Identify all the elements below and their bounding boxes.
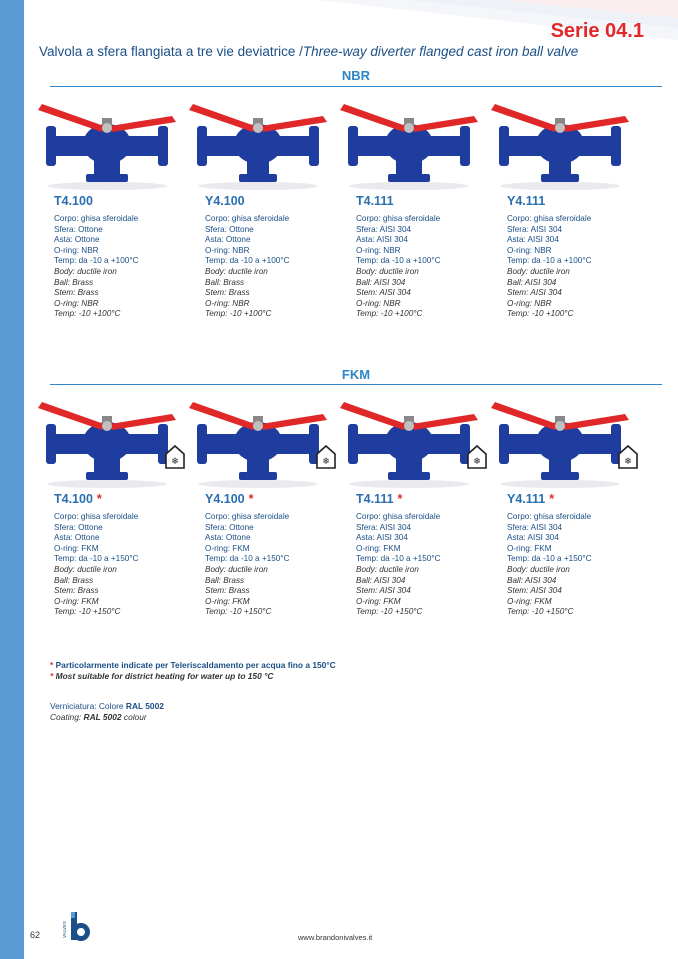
spec-line-en: Stem: AISI 304 — [356, 288, 411, 298]
product-model — [507, 194, 635, 208]
spec-line-en: Body: ductile iron — [205, 266, 268, 276]
spec-line-it: Corpo: ghisa sferoidale — [356, 214, 441, 223]
product-model — [205, 492, 333, 506]
spec-line-it: Temp: da -10 a +150°C — [356, 554, 441, 564]
district-heating-icon — [164, 444, 186, 470]
spec-line-it: Sfera: Ottone — [54, 224, 103, 234]
spec-line-en: Ball: AISI 304 — [356, 277, 406, 287]
spec-line-it: Corpo: ghisa sferoidale — [205, 512, 290, 521]
spec-line-en: O-ring: NBR — [205, 298, 250, 308]
coating-english-value: RAL 5002 — [83, 712, 122, 722]
coating-italian-value: RAL 5002 — [125, 701, 164, 711]
valve-image — [485, 96, 635, 192]
logo-text: VALVES — [62, 921, 67, 938]
product-model-code: T4.100 — [54, 492, 93, 506]
product-model-code: Y4.111 — [507, 194, 546, 208]
spec-line-it: Sfera: Ottone — [205, 224, 254, 234]
product-card — [32, 96, 182, 320]
spec-line-it: Asta: Ottone — [205, 533, 251, 543]
product-model — [507, 492, 635, 506]
coating-info — [50, 701, 164, 723]
product-specs — [507, 214, 635, 320]
spec-line-en: Stem: AISI 304 — [507, 586, 562, 596]
svg-text:❄: ❄ — [171, 457, 179, 467]
svg-text:❄: ❄ — [473, 457, 481, 467]
district-heating-star: * — [96, 492, 102, 506]
product-specs — [356, 512, 484, 618]
product-specs — [205, 214, 333, 320]
spec-line-en: Temp: -10 +100°C — [356, 309, 423, 319]
section-divider-fkm — [50, 384, 662, 385]
spec-line-it: Corpo: ghisa sferoidale — [54, 214, 139, 223]
product-specs — [356, 214, 484, 320]
note-italian: Particolarmente indicate per Teleriscaldamento per acqua fino a 150°C — [55, 660, 336, 670]
spec-line-it: Corpo: ghisa sferoidale — [507, 512, 592, 521]
spec-line-en: Stem: Brass — [54, 288, 99, 298]
valve-image — [32, 96, 182, 192]
spec-line-en: Body: ductile iron — [205, 564, 268, 574]
valve-image — [183, 96, 333, 192]
district-heating-icon — [466, 444, 488, 470]
spec-line-it: Corpo: ghisa sferoidale — [54, 512, 139, 521]
spec-line-it: Temp: da -10 a +150°C — [205, 554, 290, 564]
subtitle-english: Three-way diverter flanged cast iron ball valve — [302, 44, 579, 59]
spec-line-en: Stem: AISI 304 — [507, 288, 562, 298]
spec-line-it: O-ring: NBR — [54, 245, 99, 255]
spec-line-it: Corpo: ghisa sferoidale — [356, 512, 441, 521]
spec-line-en: Ball: Brass — [205, 575, 245, 585]
product-specs — [54, 512, 182, 618]
spec-line-en: Body: ductile iron — [507, 266, 570, 276]
spec-line-en: O-ring: FKM — [356, 596, 401, 606]
product-model-code: Y4.100 — [205, 492, 245, 506]
spec-line-it: Corpo: ghisa sferoidale — [205, 214, 290, 223]
spec-line-it: Sfera: AISI 304 — [356, 522, 412, 532]
spec-line-it: Asta: AISI 304 — [356, 235, 408, 245]
district-heating-star: * — [397, 492, 403, 506]
product-model — [54, 492, 182, 506]
valve-image — [485, 394, 635, 490]
website-link[interactable]: www.brandonivalves.it — [298, 933, 373, 942]
subtitle-italian: Valvola a sfera flangiata a tre vie deviatrice — [39, 44, 296, 59]
section-divider-nbr — [50, 86, 662, 87]
spec-line-en: Ball: Brass — [54, 575, 94, 585]
spec-line-it: O-ring: NBR — [205, 245, 250, 255]
spec-line-en: Body: ductile iron — [54, 564, 117, 574]
spec-line-it: Asta: AISI 304 — [507, 533, 559, 543]
spec-line-it: O-ring: FKM — [54, 543, 99, 553]
section-title-fkm: FKM — [341, 367, 371, 382]
spec-line-en: Ball: AISI 304 — [356, 575, 406, 585]
coating-english-suffix: colour — [121, 712, 147, 722]
spec-line-it: O-ring: NBR — [507, 245, 552, 255]
spec-line-en: Ball: Brass — [205, 277, 245, 287]
spec-line-it: Temp: da -10 a +100°C — [356, 256, 441, 266]
product-card — [32, 394, 182, 618]
product-card — [183, 96, 333, 320]
spec-line-it: Temp: da -10 a +100°C — [507, 256, 592, 266]
spec-line-it: Temp: da -10 a +100°C — [205, 256, 290, 266]
product-model-code: Y4.111 — [507, 492, 546, 506]
valve-image — [183, 394, 333, 490]
section-title-nbr: NBR — [341, 68, 371, 83]
spec-line-en: Body: ductile iron — [356, 564, 419, 574]
coating-italian-label: Verniciatura: Colore — [50, 701, 126, 711]
product-model-code: T4.111 — [356, 492, 394, 506]
product-model — [356, 194, 484, 208]
spec-line-en: Temp: -10 +100°C — [507, 309, 574, 319]
spec-line-en: Temp: -10 +150°C — [507, 607, 574, 617]
spec-line-en: O-ring: FKM — [205, 596, 250, 606]
spec-line-en: O-ring: NBR — [356, 298, 401, 308]
spec-line-it: Sfera: AISI 304 — [356, 224, 412, 234]
spec-line-it: Temp: da -10 a +100°C — [54, 256, 139, 266]
series-title: Serie 04.1 — [550, 20, 644, 42]
brandoni-logo — [62, 910, 92, 942]
spec-line-en: Temp: -10 +100°C — [205, 309, 272, 319]
note-star: * — [50, 660, 54, 670]
spec-line-it: Asta: AISI 304 — [356, 533, 408, 543]
district-heating-star: * — [248, 492, 254, 506]
note-star-en: * — [50, 671, 54, 681]
product-model-code: Y4.100 — [205, 194, 245, 208]
spec-line-en: Stem: Brass — [54, 586, 99, 596]
spec-line-en: Temp: -10 +150°C — [356, 607, 423, 617]
spec-line-en: Stem: Brass — [205, 586, 250, 596]
spec-line-it: O-ring: FKM — [356, 543, 401, 553]
note-english: Most suitable for district heating for water up to 150 °C — [55, 671, 274, 681]
spec-line-it: Sfera: AISI 304 — [507, 224, 563, 234]
spec-line-it: Asta: AISI 304 — [507, 235, 559, 245]
spec-line-it: Corpo: ghisa sferoidale — [507, 214, 592, 223]
spec-line-en: Body: ductile iron — [507, 564, 570, 574]
spec-line-it: Temp: da -10 a +150°C — [54, 554, 139, 564]
product-model-code: T4.111 — [356, 194, 394, 208]
district-heating-note — [50, 660, 336, 682]
valve-image — [334, 394, 484, 490]
product-model — [205, 194, 333, 208]
district-heating-icon — [617, 444, 639, 470]
spec-line-en: Ball: AISI 304 — [507, 277, 557, 287]
svg-text:❄: ❄ — [322, 457, 330, 467]
spec-line-en: Ball: AISI 304 — [507, 575, 557, 585]
spec-line-en: Ball: Brass — [54, 277, 94, 287]
product-card — [183, 394, 333, 618]
spec-line-en: Temp: -10 +150°C — [54, 607, 121, 617]
spec-line-it: O-ring: NBR — [356, 245, 401, 255]
district-heating-icon — [315, 444, 337, 470]
spec-line-en: Body: ductile iron — [356, 266, 419, 276]
left-color-bar — [0, 0, 24, 959]
page-number: 62 — [30, 930, 41, 940]
spec-line-it: O-ring: FKM — [507, 543, 552, 553]
subtitle-separator: / — [295, 44, 303, 59]
spec-line-en: O-ring: FKM — [54, 596, 99, 606]
spec-line-en: O-ring: FKM — [507, 596, 552, 606]
product-specs — [205, 512, 333, 618]
page-subtitle — [39, 44, 578, 59]
product-model — [356, 492, 484, 506]
svg-text:❄: ❄ — [624, 457, 632, 467]
valve-image — [32, 394, 182, 490]
spec-line-en: Body: ductile iron — [54, 266, 117, 276]
district-heating-star: * — [549, 492, 555, 506]
spec-line-en: O-ring: NBR — [54, 298, 99, 308]
product-model-code: T4.100 — [54, 194, 93, 208]
spec-line-it: Asta: Ottone — [205, 235, 251, 245]
spec-line-en: Stem: AISI 304 — [356, 586, 411, 596]
spec-line-en: O-ring: NBR — [507, 298, 552, 308]
product-specs — [54, 214, 182, 320]
spec-line-it: Asta: Ottone — [54, 533, 100, 543]
valve-image — [334, 96, 484, 192]
product-card — [334, 394, 484, 618]
spec-line-it: Sfera: Ottone — [205, 522, 254, 532]
spec-line-it: Sfera: AISI 304 — [507, 522, 563, 532]
spec-line-en: Temp: -10 +100°C — [54, 309, 121, 319]
coating-english-label: Coating: — [50, 712, 84, 722]
product-card — [485, 96, 635, 320]
product-card — [334, 96, 484, 320]
spec-line-en: Temp: -10 +150°C — [205, 607, 272, 617]
product-card — [485, 394, 635, 618]
product-model — [54, 194, 182, 208]
spec-line-it: Temp: da -10 a +150°C — [507, 554, 592, 564]
spec-line-it: Asta: Ottone — [54, 235, 100, 245]
spec-line-it: O-ring: FKM — [205, 543, 250, 553]
spec-line-en: Stem: Brass — [205, 288, 250, 298]
product-specs — [507, 512, 635, 618]
spec-line-it: Sfera: Ottone — [54, 522, 103, 532]
